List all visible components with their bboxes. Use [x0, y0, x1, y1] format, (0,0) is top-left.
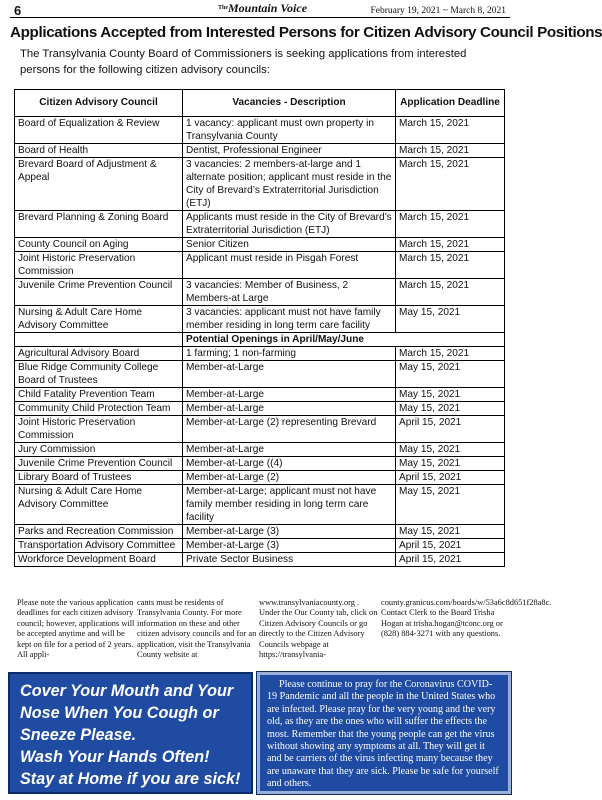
- vacancy-cell: Member-at-Large ((4): [183, 457, 396, 471]
- health-line: Sneeze Please.: [20, 726, 137, 744]
- article-intro: The Transylvania County Board of Commissioners is seeking applications from interested persons for the following citizen advisory councils:: [20, 48, 467, 76]
- prayer-box: [257, 672, 511, 794]
- council-cell: Library Board of Trustees: [15, 471, 183, 485]
- article-title: Applications Accepted from Interested Persons for Citizen Advisory Council Positions: [10, 24, 602, 41]
- council-cell: Workforce Development Board: [15, 553, 183, 567]
- deadline-cell: May 15, 2021: [396, 485, 505, 525]
- deadline-cell: March 15, 2021: [396, 117, 505, 144]
- table-row: [15, 402, 505, 416]
- vacancy-cell: Member-at-Large: [183, 402, 396, 416]
- deadline-cell: April 15, 2021: [396, 553, 505, 567]
- deadline-cell: May 15, 2021: [396, 525, 505, 539]
- deadline-cell: May 15, 2021: [396, 361, 505, 388]
- table-row: [15, 347, 505, 361]
- health-line: Stay at Home if you are sick!: [20, 770, 241, 788]
- vacancy-cell: Member-at-Large (3): [183, 525, 396, 539]
- section-empty-cell: [15, 333, 183, 347]
- deadline-cell: May 15, 2021: [396, 306, 505, 333]
- council-cell: Joint Historic Preservation Commission: [15, 416, 183, 443]
- deadline-cell: May 15, 2021: [396, 388, 505, 402]
- health-line: Cover Your Mouth and Your: [20, 682, 234, 700]
- council-cell: Juvenile Crime Prevention Council: [15, 457, 183, 471]
- council-cell: Board of Health: [15, 144, 183, 158]
- deadline-cell: March 15, 2021: [396, 347, 505, 361]
- table-row: [15, 144, 505, 158]
- council-cell: Board of Equalization & Review: [15, 117, 183, 144]
- prayer-text: Please continue to pray for the Coronavirus COVID-19 Pandemic and all the people in the United States who are infected. Please pray for the very young and the very old, as they are the ones who will suffer the effects the most. Remember that the young people can get the virus without showing any symptoms at all. They will get it and be carriers of the virus infecting many because they are unaware that they are sick. Please be safe for yourself and others.: [267, 679, 499, 790]
- council-cell: Juvenile Crime Prevention Council: [15, 279, 183, 306]
- council-cell: Jury Commission: [15, 443, 183, 457]
- issue-date: February 19, 2021 ~ March 8, 2021: [370, 6, 506, 16]
- vacancy-cell: Member-at-Large: [183, 443, 396, 457]
- notes-column-3: www.transylvaniacounty.org . Under the Our County tab, click on Citizen Advisory Councils or go directly to the Citizen Advisory Councils webpage at https://transylvania-: [259, 598, 378, 660]
- deadline-cell: May 15, 2021: [396, 402, 505, 416]
- deadline-cell: April 15, 2021: [396, 416, 505, 443]
- table-row: [15, 279, 505, 306]
- page-header: [10, 1, 510, 18]
- vacancy-cell: Member-at-Large: [183, 388, 396, 402]
- deadline-cell: March 15, 2021: [396, 211, 505, 238]
- table-row: [15, 238, 505, 252]
- deadline-cell: May 15, 2021: [396, 457, 505, 471]
- council-cell: County Council on Aging: [15, 238, 183, 252]
- vacancy-cell: Member-at-Large (3): [183, 539, 396, 553]
- council-cell: Brevard Board of Adjustment & Appeal: [15, 158, 183, 211]
- table-row: [15, 416, 505, 443]
- deadline-cell: March 15, 2021: [396, 279, 505, 306]
- council-cell: Brevard Planning & Zoning Board: [15, 211, 183, 238]
- page-number: 6: [14, 3, 22, 18]
- table-row: [15, 361, 505, 388]
- vacancy-cell: Applicants must reside in the City of Brevard’s Extraterritorial Jurisdiction (ETJ): [183, 211, 396, 238]
- health-line: Nose When You Cough or: [20, 704, 219, 722]
- vacancy-cell: 3 vacancies: Member of Business, 2 Members-at Large: [183, 279, 396, 306]
- council-cell: Child Fatality Prevention Team: [15, 388, 183, 402]
- vacancy-cell: Dentist, Professional Engineer: [183, 144, 396, 158]
- deadline-cell: March 15, 2021: [396, 238, 505, 252]
- council-cell: Blue Ridge Community College Board of Trustees: [15, 361, 183, 388]
- table-row: [15, 158, 505, 211]
- council-table: [14, 89, 505, 567]
- vacancy-cell: Private Sector Business: [183, 553, 396, 567]
- table-row: [15, 539, 505, 553]
- header-deadline: Application Deadline: [396, 90, 505, 117]
- council-cell: Nursing & Adult Care Home Advisory Committee: [15, 306, 183, 333]
- vacancy-cell: 3 vacancies: 2 members-at-large and 1 alternate position; applicant must reside in the City of Brevard’s Extraterritorial Jurisdiction (ETJ): [183, 158, 396, 211]
- header-vacancies: Vacancies - Description: [183, 90, 396, 117]
- vacancy-cell: Senior Citizen: [183, 238, 396, 252]
- masthead: [218, 2, 307, 15]
- table-row: [15, 471, 505, 485]
- table-row: [15, 306, 505, 333]
- table-row: [15, 117, 505, 144]
- deadline-cell: April 15, 2021: [396, 539, 505, 553]
- vacancy-cell: Applicant must reside in Pisgah Forest: [183, 252, 396, 279]
- notes-column-2: cants must be residents of Transylvania County. For more information on these and other citizen advisory councils and for an application, visit the Transylvania County website at: [137, 598, 257, 660]
- council-cell: Joint Historic Preservation Commission: [15, 252, 183, 279]
- council-cell: Transportation Advisory Committee: [15, 539, 183, 553]
- council-cell: Community Child Protection Team: [15, 402, 183, 416]
- table-row: [15, 485, 505, 525]
- section-row: [15, 333, 505, 347]
- deadline-cell: March 15, 2021: [396, 252, 505, 279]
- council-cell: Nursing & Adult Care Home Advisory Committee: [15, 485, 183, 525]
- table-row: [15, 443, 505, 457]
- header-council: Citizen Advisory Council: [15, 90, 183, 117]
- vacancy-cell: Member-at-Large; applicant must not have family member residing in long term care facility: [183, 485, 396, 525]
- section-label: Potential Openings in April/May/June: [183, 333, 505, 347]
- notes-column-1: Please note the various application deadlines for each citizen advisory council; however, applications will be accepted anytime and will be kept on file for a period of 2 years. All appli-: [17, 598, 135, 660]
- table-row: [15, 525, 505, 539]
- table-header-row: [15, 90, 505, 117]
- deadline-cell: May 15, 2021: [396, 443, 505, 457]
- table-row: [15, 388, 505, 402]
- council-cell: Parks and Recreation Commission: [15, 525, 183, 539]
- table-row: [15, 457, 505, 471]
- vacancy-cell: Member-at-Large: [183, 361, 396, 388]
- table-row: [15, 553, 505, 567]
- vacancy-cell: Member-at-Large (2) representing Brevard: [183, 416, 396, 443]
- table-row: [15, 252, 505, 279]
- deadline-cell: April 15, 2021: [396, 471, 505, 485]
- council-cell: Agricultural Advisory Board: [15, 347, 183, 361]
- vacancy-cell: 1 farming; 1 non-farming: [183, 347, 396, 361]
- vacancy-cell: Member-at-Large (2): [183, 471, 396, 485]
- table-row: [15, 211, 505, 238]
- deadline-cell: March 15, 2021: [396, 144, 505, 158]
- health-line: Wash Your Hands Often!: [20, 748, 210, 766]
- health-reminder-box: [8, 672, 253, 794]
- notes-column-4: county.granicus.com/boards/w/53a6c8d651f28a8c. Contact Clerk to the Board Trisha Hogan at trisha.hogan@tconc.org or (828) 884-3271 with any questions.: [381, 598, 552, 639]
- vacancy-cell: 1 vacancy: applicant must own property in Transylvania County: [183, 117, 396, 144]
- deadline-cell: March 15, 2021: [396, 158, 505, 211]
- masthead-title: Mountain Voice: [228, 1, 308, 15]
- vacancy-cell: 3 vacancies: applicant must not have family member residing in long term care facility: [183, 306, 396, 333]
- masthead-prefix: The: [218, 5, 229, 11]
